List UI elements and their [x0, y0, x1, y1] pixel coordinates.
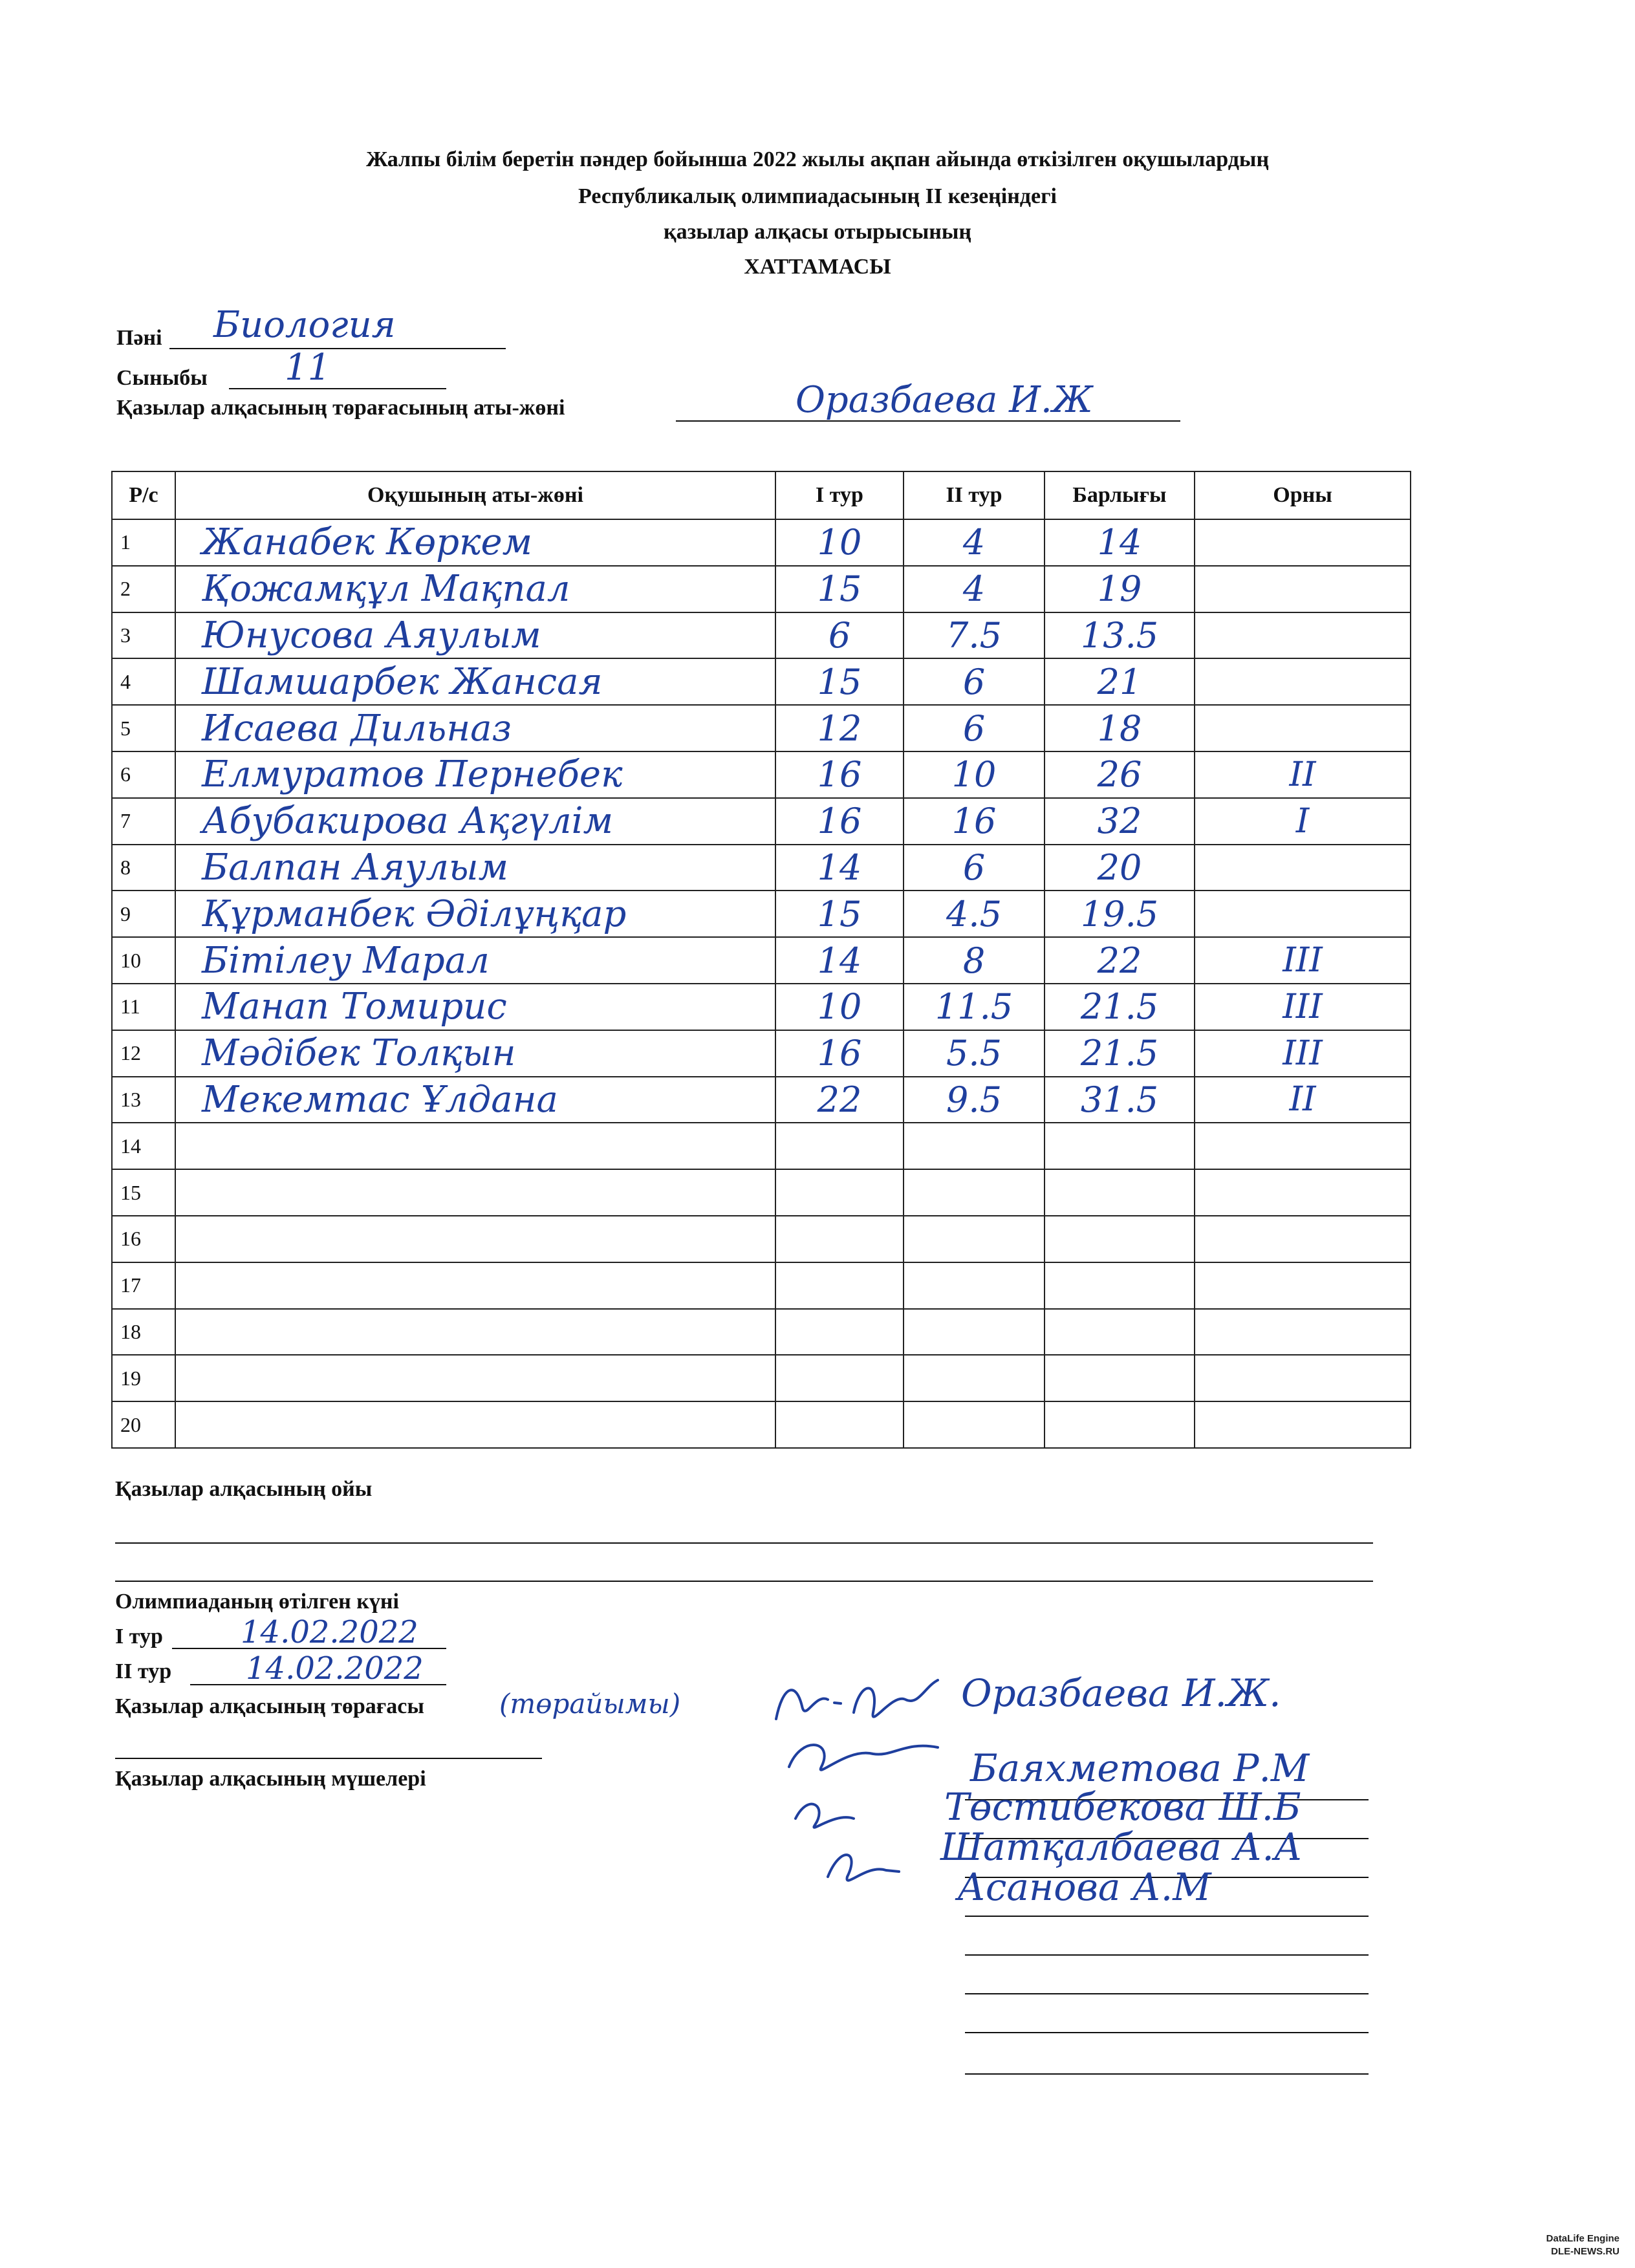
student-name: Юнусова Аяулым — [175, 612, 775, 659]
total-score — [1045, 1262, 1195, 1309]
place — [1195, 519, 1411, 566]
tour1-score — [775, 1309, 904, 1355]
class-label: Сыныбы — [116, 366, 208, 390]
row-number: 3 — [112, 612, 175, 659]
chair-sign-label: Қазылар алқасының төрағасы — [115, 1694, 424, 1718]
member-line-8 — [965, 2073, 1369, 2075]
tour2-score: 4 — [904, 519, 1045, 566]
chair-label: Қазылар алқасының төрағасының аты-жөні — [116, 396, 565, 420]
row-number: 8 — [112, 845, 175, 891]
student-name — [175, 1216, 775, 1262]
table-row — [112, 1262, 1411, 1309]
tour2-score — [904, 1262, 1045, 1309]
member-signatures-scribble — [776, 1728, 964, 1909]
row-number: 14 — [112, 1123, 175, 1169]
tour1-score: 10 — [775, 519, 904, 566]
table-row — [112, 751, 1411, 798]
place: II — [1195, 751, 1411, 798]
table-row — [112, 1123, 1411, 1169]
col-header-number: Р/с — [112, 471, 175, 519]
subject-value: Биология — [213, 304, 396, 346]
col-header-tour2: ІІ тур — [904, 471, 1045, 519]
table-row — [112, 705, 1411, 751]
tour1-score: 10 — [775, 984, 904, 1030]
total-score — [1045, 1401, 1195, 1448]
col-header-name: Оқушының аты-жөні — [175, 471, 775, 519]
tour2-score: 4 — [904, 566, 1045, 612]
chair-sign-note: (төрайымы) — [499, 1688, 681, 1720]
tour1-score: 16 — [775, 751, 904, 798]
opinion-line-2 — [115, 1581, 1373, 1582]
header-line-3: қазылар алқасы отырысының — [664, 220, 971, 244]
tour1-score — [775, 1262, 904, 1309]
tour2-date-label: ІІ тур — [115, 1659, 172, 1683]
tour2-score — [904, 1355, 1045, 1401]
row-number: 4 — [112, 658, 175, 705]
tour1-score — [775, 1123, 904, 1169]
total-score — [1045, 1169, 1195, 1216]
tour2-score: 6 — [904, 845, 1045, 891]
place — [1195, 1169, 1411, 1216]
tour2-score: 6 — [904, 658, 1045, 705]
student-name — [175, 1309, 775, 1355]
student-name: Исаева Дильназ — [175, 705, 775, 751]
table-header-row — [112, 471, 1411, 519]
watermark-line-2: DLE-NEWS.RU — [1551, 2245, 1619, 2257]
date-label: Олимпиаданың өтілген күні — [115, 1590, 399, 1614]
watermark — [1546, 2232, 1619, 2258]
place: III — [1195, 937, 1411, 984]
tour2-score — [904, 1216, 1045, 1262]
place — [1195, 1123, 1411, 1169]
col-header-place: Орны — [1195, 471, 1411, 519]
class-underline — [229, 388, 446, 389]
total-score — [1045, 1123, 1195, 1169]
place — [1195, 612, 1411, 659]
total-score: 13.5 — [1045, 612, 1195, 659]
table-row — [112, 612, 1411, 659]
table-row — [112, 566, 1411, 612]
place: III — [1195, 984, 1411, 1030]
tour2-score: 7.5 — [904, 612, 1045, 659]
row-number: 2 — [112, 566, 175, 612]
row-number: 15 — [112, 1169, 175, 1216]
total-score: 21.5 — [1045, 1030, 1195, 1077]
student-name: Елмуратов Пернебек — [175, 751, 775, 798]
table-row — [112, 1401, 1411, 1448]
place — [1195, 1401, 1411, 1448]
row-number: 17 — [112, 1262, 175, 1309]
total-score: 26 — [1045, 751, 1195, 798]
row-number: 10 — [112, 937, 175, 984]
total-score: 22 — [1045, 937, 1195, 984]
chair-value: Оразбаева И.Ж — [796, 379, 1093, 421]
table-row — [112, 984, 1411, 1030]
tour1-score: 16 — [775, 1030, 904, 1077]
tour1-score — [775, 1169, 904, 1216]
student-name: Мекемтас Ұлдана — [175, 1077, 775, 1123]
tour1-score — [775, 1401, 904, 1448]
total-score: 18 — [1045, 705, 1195, 751]
table-row — [112, 519, 1411, 566]
place: II — [1195, 1077, 1411, 1123]
table-row — [112, 658, 1411, 705]
student-name — [175, 1355, 775, 1401]
place — [1195, 1355, 1411, 1401]
header-line-2: Республикалық олимпиадасының ІІ кезеңіндегі — [578, 184, 1057, 208]
total-score: 19.5 — [1045, 891, 1195, 937]
total-score — [1045, 1309, 1195, 1355]
student-name: Бітілеу Марал — [175, 937, 775, 984]
col-header-tour1: І тур — [775, 471, 904, 519]
place — [1195, 1309, 1411, 1355]
row-number: 11 — [112, 984, 175, 1030]
tour1-date-value: 14.02.2022 — [241, 1614, 418, 1650]
row-number: 18 — [112, 1309, 175, 1355]
tour2-score — [904, 1401, 1045, 1448]
tour1-score: 14 — [775, 937, 904, 984]
tour1-score: 14 — [775, 845, 904, 891]
tour2-score: 16 — [904, 798, 1045, 845]
results-table — [111, 471, 1411, 1449]
student-name: Манап Томирис — [175, 984, 775, 1030]
total-score — [1045, 1355, 1195, 1401]
table-row — [112, 1169, 1411, 1216]
student-name: Құрманбек Әділұңқар — [175, 891, 775, 937]
member-name-2: Төстибекова Ш.Б — [944, 1785, 1301, 1829]
tour2-score: 5.5 — [904, 1030, 1045, 1077]
total-score — [1045, 1216, 1195, 1262]
subject-underline — [169, 348, 506, 349]
tour2-score: 4.5 — [904, 891, 1045, 937]
tour2-score: 11.5 — [904, 984, 1045, 1030]
chair-sign-line — [115, 1758, 542, 1759]
place: III — [1195, 1030, 1411, 1077]
place — [1195, 1262, 1411, 1309]
tour1-score — [775, 1216, 904, 1262]
student-name: Шамшарбек Жансая — [175, 658, 775, 705]
row-number: 19 — [112, 1355, 175, 1401]
opinion-line-1 — [115, 1542, 1373, 1544]
tour2-score: 8 — [904, 937, 1045, 984]
member-name-1: Баяхметова Р.М — [970, 1746, 1310, 1790]
table-row — [112, 1077, 1411, 1123]
tour2-score — [904, 1123, 1045, 1169]
row-number: 16 — [112, 1216, 175, 1262]
table-row — [112, 1355, 1411, 1401]
tour2-score — [904, 1169, 1045, 1216]
row-number: 5 — [112, 705, 175, 751]
total-score: 14 — [1045, 519, 1195, 566]
total-score: 21.5 — [1045, 984, 1195, 1030]
tour1-score: 15 — [775, 891, 904, 937]
tour2-score: 10 — [904, 751, 1045, 798]
tour2-score — [904, 1309, 1045, 1355]
student-name: Мәдібек Толқын — [175, 1030, 775, 1077]
student-name — [175, 1401, 775, 1448]
student-name — [175, 1169, 775, 1216]
tour1-score: 12 — [775, 705, 904, 751]
col-header-total: Барлығы — [1045, 471, 1195, 519]
member-name-4: Асанова А.М — [957, 1865, 1211, 1909]
total-score: 31.5 — [1045, 1077, 1195, 1123]
tour2-score: 6 — [904, 705, 1045, 751]
chair-sign-name: Оразбаева И.Ж. — [961, 1671, 1281, 1715]
student-name — [175, 1262, 775, 1309]
watermark-line-1: DataLife Engine — [1546, 2233, 1619, 2244]
row-number: 13 — [112, 1077, 175, 1123]
members-label: Қазылар алқасының мүшелері — [115, 1767, 426, 1791]
member-line-5 — [965, 1954, 1369, 1956]
header-line-1: Жалпы білім беретін пәндер бойынша 2022 жылы ақпан айында өткізілген оқушылардың — [365, 147, 1270, 171]
row-number: 9 — [112, 891, 175, 937]
student-name: Абубакирова Ақгүлім — [175, 798, 775, 845]
student-name: Қожамқұл Мақпал — [175, 566, 775, 612]
tour1-score: 15 — [775, 658, 904, 705]
tour1-score: 16 — [775, 798, 904, 845]
student-name: Жанабек Көркем — [175, 519, 775, 566]
member-line-4 — [965, 1916, 1369, 1917]
place — [1195, 1216, 1411, 1262]
place — [1195, 891, 1411, 937]
subject-label: Пәні — [116, 326, 162, 350]
tour2-date-value: 14.02.2022 — [246, 1650, 424, 1687]
row-number: 20 — [112, 1401, 175, 1448]
header-line-4: ХАТТАМАСЫ — [744, 255, 891, 279]
total-score: 19 — [1045, 566, 1195, 612]
table-row — [112, 798, 1411, 845]
row-number: 1 — [112, 519, 175, 566]
row-number: 6 — [112, 751, 175, 798]
tour1-score: 15 — [775, 566, 904, 612]
table-row — [112, 1309, 1411, 1355]
total-score: 21 — [1045, 658, 1195, 705]
table-row — [112, 845, 1411, 891]
student-name: Балпан Аяулым — [175, 845, 775, 891]
tour1-score: 6 — [775, 612, 904, 659]
tour1-score: 22 — [775, 1077, 904, 1123]
total-score: 32 — [1045, 798, 1195, 845]
student-name — [175, 1123, 775, 1169]
opinion-label: Қазылар алқасының ойы — [115, 1477, 373, 1501]
place — [1195, 845, 1411, 891]
table-row — [112, 1030, 1411, 1077]
table-row — [112, 1216, 1411, 1262]
place: I — [1195, 798, 1411, 845]
tour2-score: 9.5 — [904, 1077, 1045, 1123]
place — [1195, 658, 1411, 705]
place — [1195, 566, 1411, 612]
place — [1195, 705, 1411, 751]
total-score: 20 — [1045, 845, 1195, 891]
row-number: 7 — [112, 798, 175, 845]
row-number: 12 — [112, 1030, 175, 1077]
table-row — [112, 891, 1411, 937]
tour1-date-label: І тур — [115, 1625, 163, 1648]
member-line-7 — [965, 2032, 1369, 2033]
member-line-6 — [965, 1993, 1369, 1994]
member-name-3: Шатқалбаева А.А — [940, 1825, 1303, 1869]
table-row — [112, 937, 1411, 984]
class-value: 11 — [285, 347, 331, 389]
tour1-score — [775, 1355, 904, 1401]
